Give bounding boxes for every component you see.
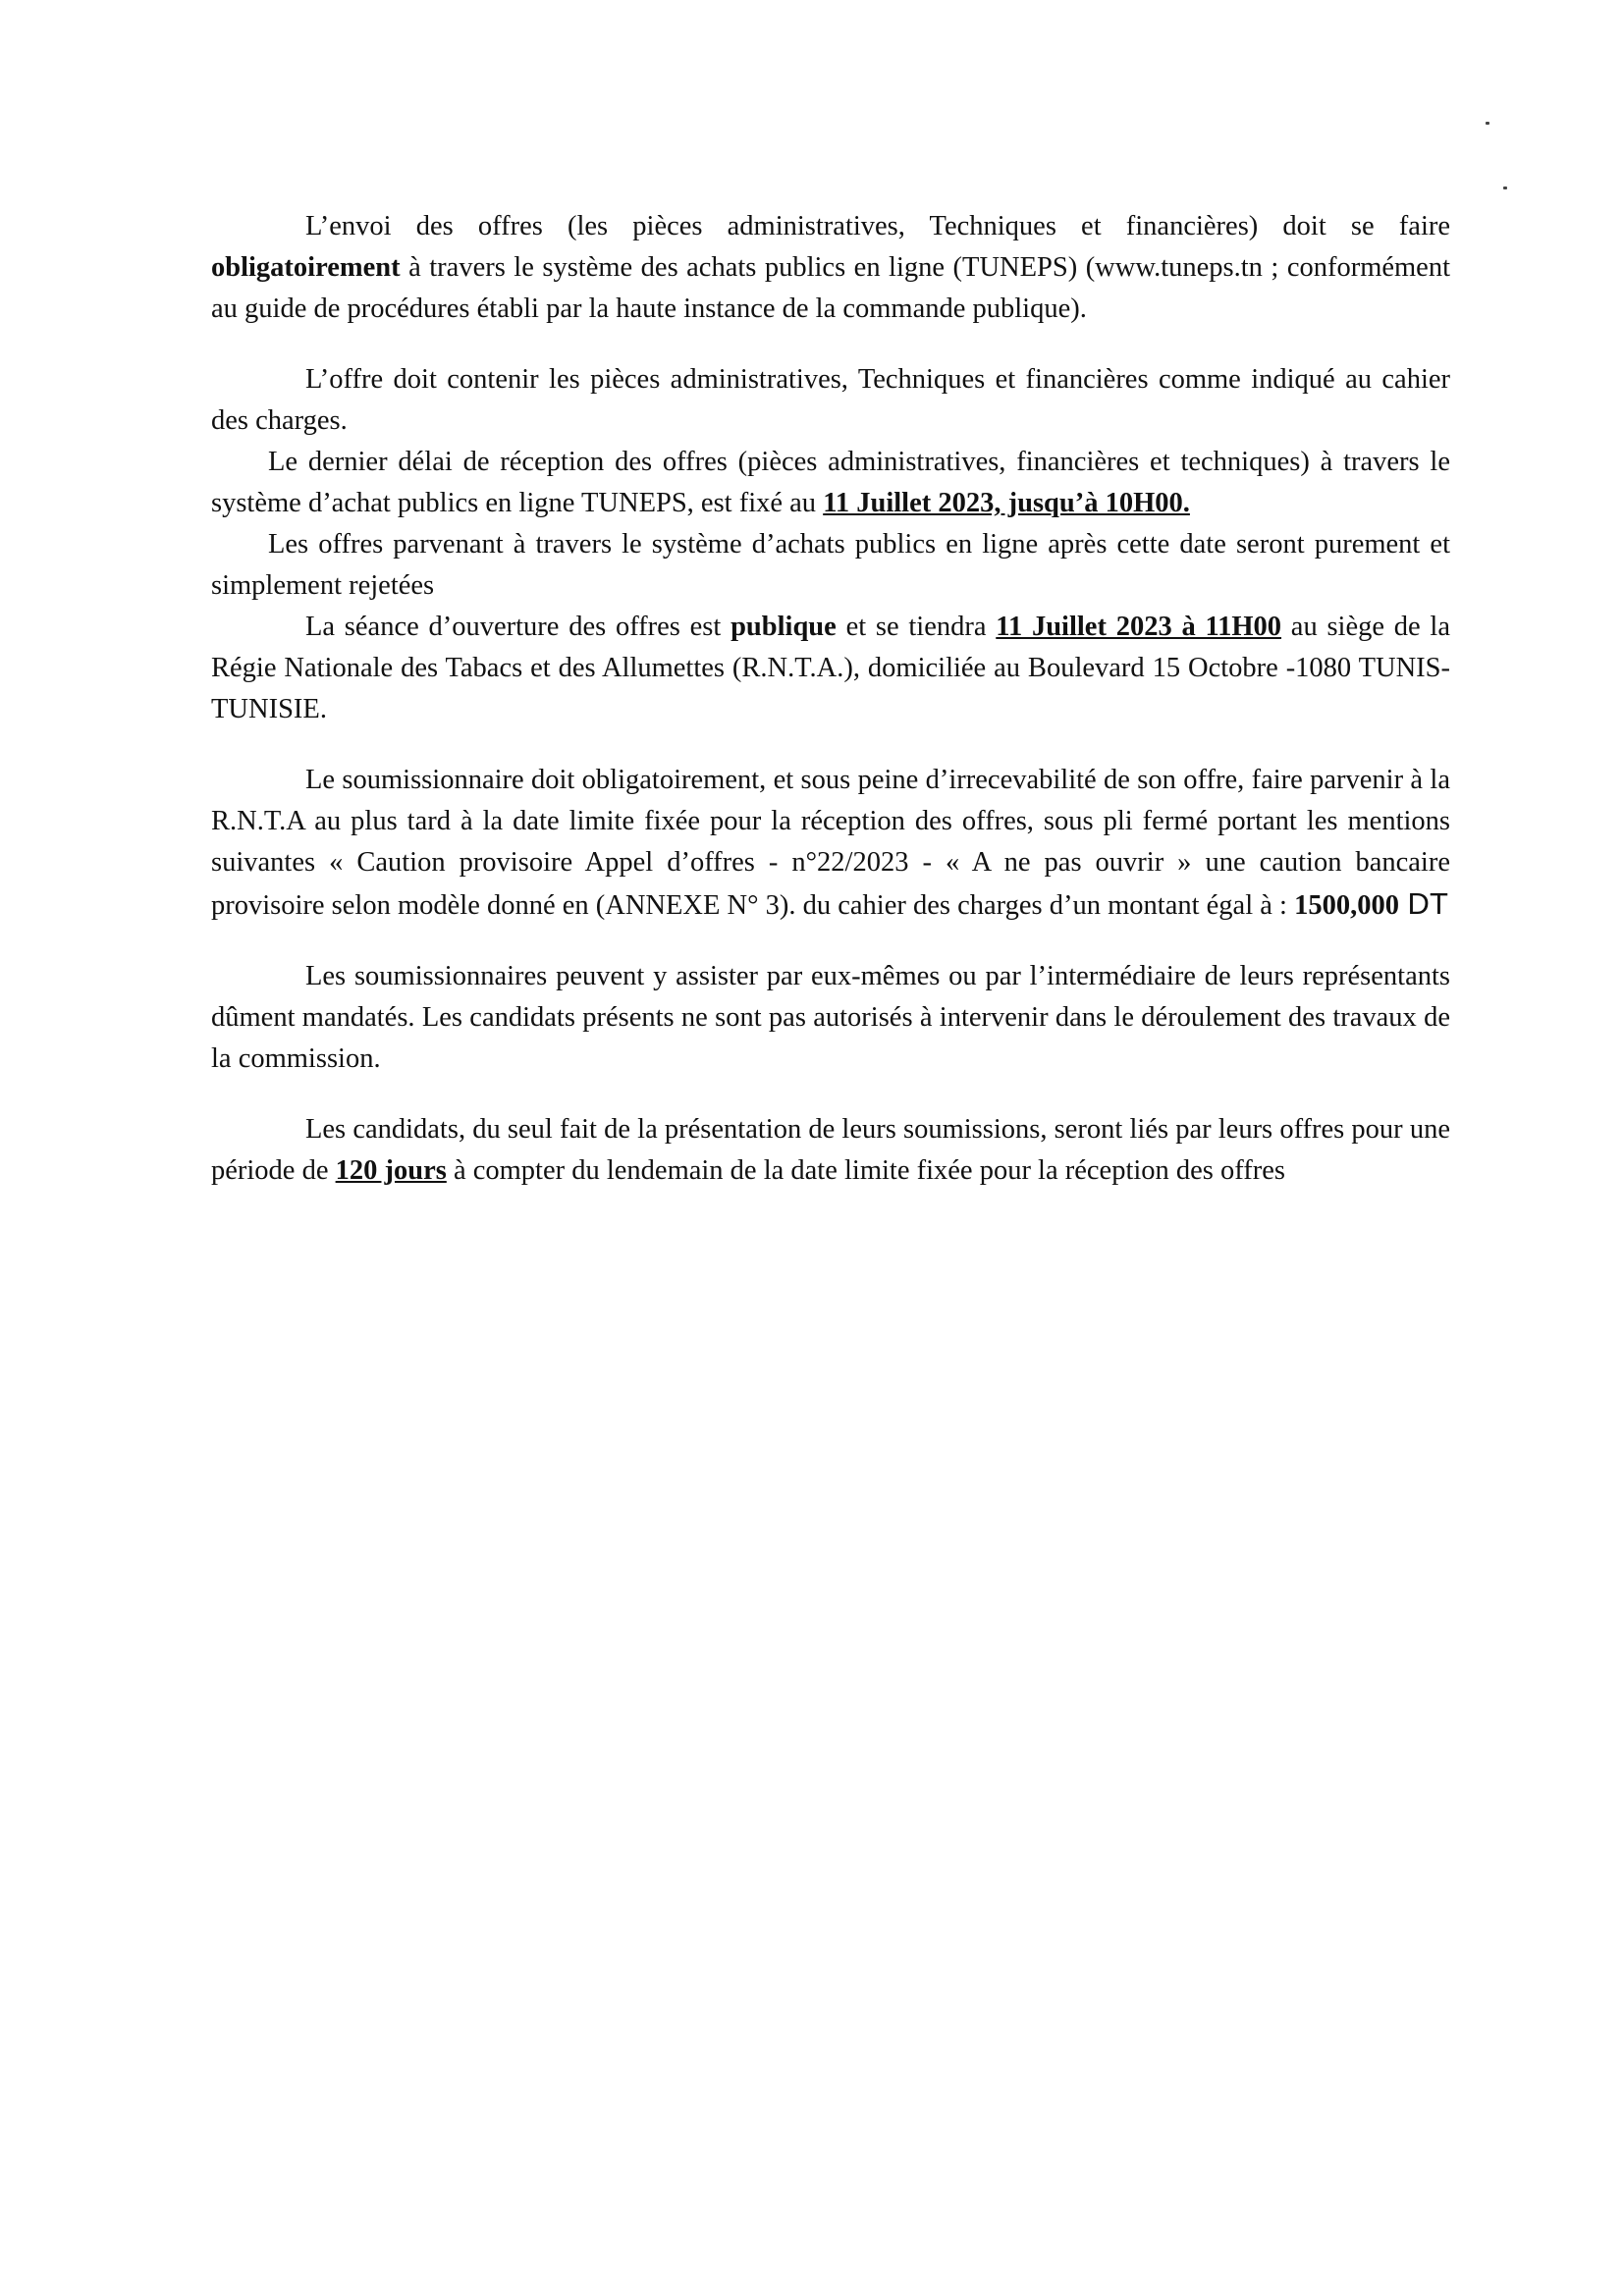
scan-speck (1503, 187, 1507, 189)
document-body (211, 206, 1450, 1192)
paragraph-validity-period: Les candidats, du seul fait de la présentation de leurs soumissions, seront liés par leurs offres pour une période de 120 jours à compter du lendemain de la date limite fixée pour la réception des offres (211, 1114, 1450, 1186)
paragraph-deadline: Le dernier délai de réception des offres (pièces administratives, financières et techniques) à travers le système d’achat publics en ligne TUNEPS, est fixé au 11 Juillet 2023, jusqu’à 10H00. (211, 447, 1450, 518)
paragraph-attendance: Les soumissionnaires peuvent y assister par eux-mêmes ou par l’intermédiaire de leurs représentants dûment mandatés. Les candidats présents ne sont pas autorisés à intervenir dans le déroulement des travaux de la commission. (211, 961, 1450, 1074)
paragraph-provisional-guarantee: Le soumissionnaire doit obligatoirement, et sous peine d’irrecevabilité de son offre, faire parvenir à la R.N.T.A au plus tard à la date limite fixée pour la réception des offres, sous pli fermé portant les mentions suivantes « Caution provisoire Appel d’offres - n°22/2023 - « A ne pas ouvrir » une caution bancaire provisoire selon modèle donné en (ANNEXE N° 3). du cahier des charges d’un montant égal à : 1500,000 DT (211, 765, 1450, 921)
paragraph-late-offers: Les offres parvenant à travers le système d’achats publics en ligne après cette date seront purement et simplement rejetées (211, 529, 1450, 601)
scan-speck (1486, 122, 1489, 125)
paragraph-submission-method: L’envoi des offres (les pièces administratives, Techniques et financières) doit se faire obligatoirement à travers le système des achats publics en ligne (TUNEPS) (www.tuneps.tn ; conformément au guide de procédures établi par la haute instance de la commande publique). (211, 211, 1450, 324)
paragraph-opening-session: La séance d’ouverture des offres est publique et se tiendra 11 Juillet 2023 à 11H00 au siège de la Régie Nationale des Tabacs et des Allumettes (R.N.T.A.), domiciliée au Boulevard 15 Octobre -1080 TUNIS-TUNISIE. (211, 612, 1450, 724)
paragraph-offer-contents: L’offre doit contenir les pièces administratives, Techniques et financières comme indiqué au cahier des charges. (211, 364, 1450, 436)
